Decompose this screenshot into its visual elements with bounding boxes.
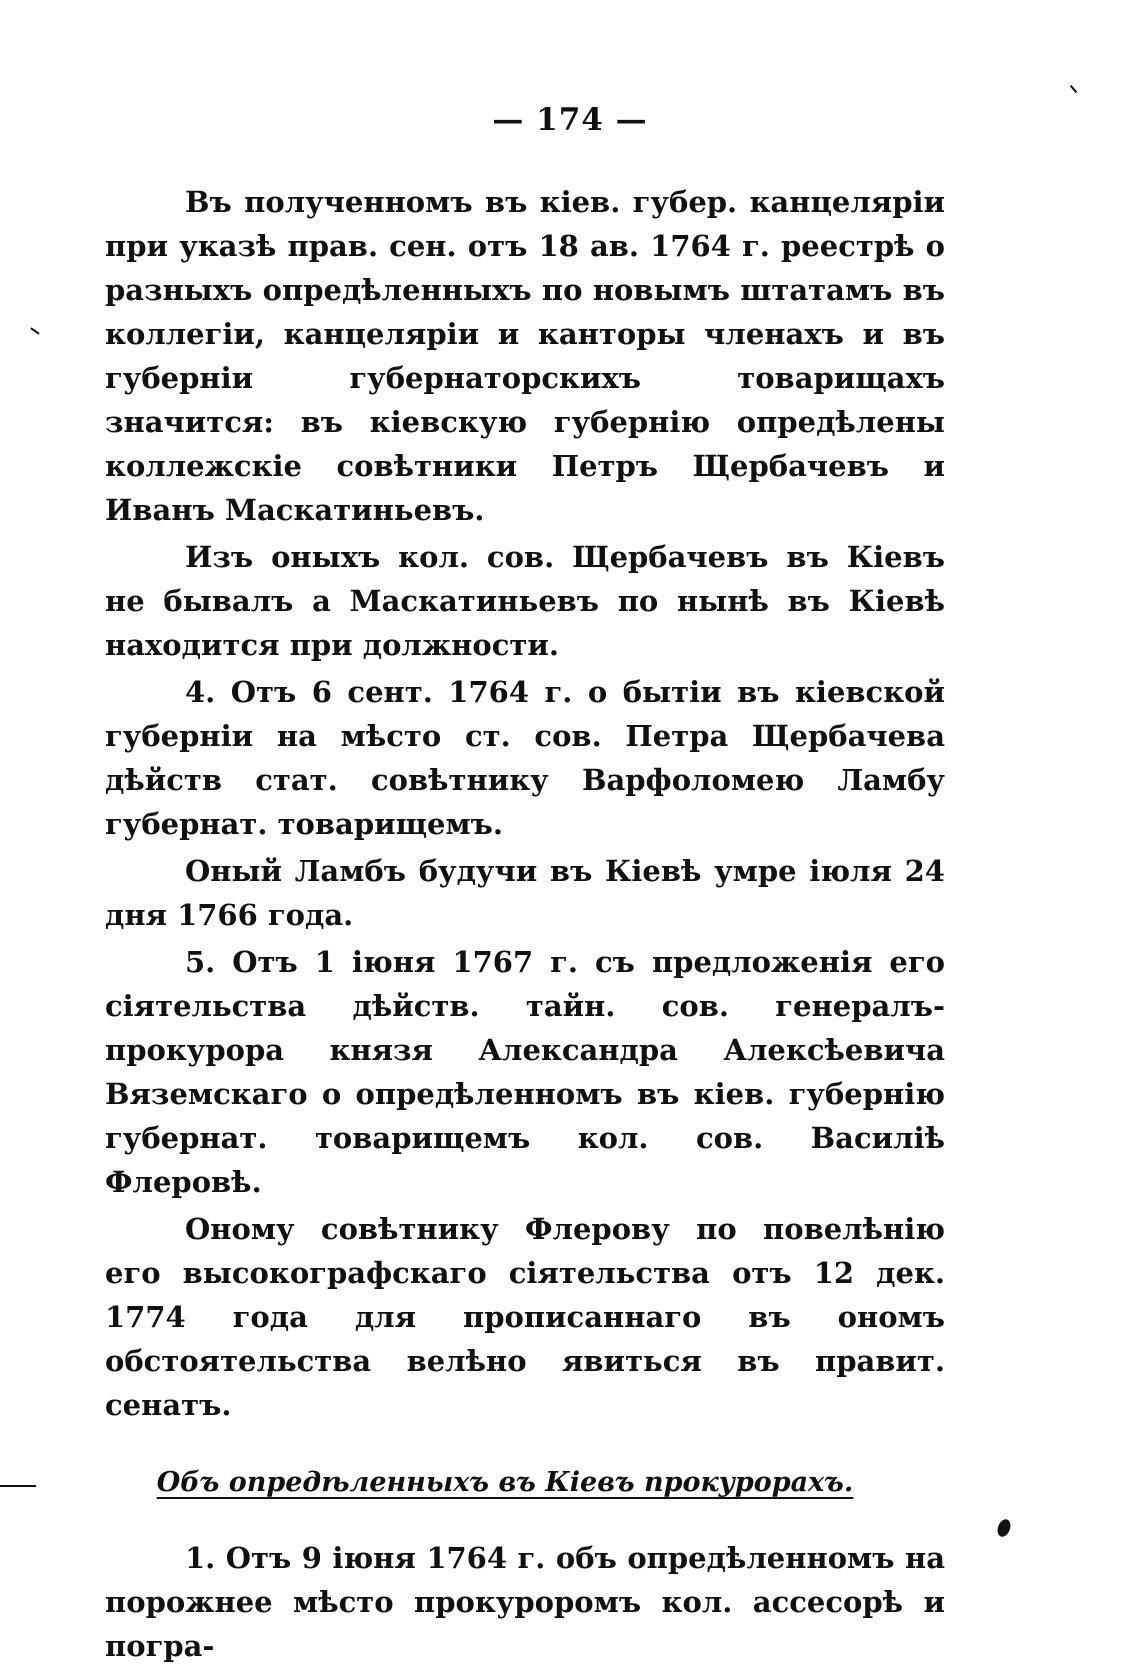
paragraph-lamb-death: Оный Ламбъ будучи въ Кіевѣ умре іюля 24 дня 1766 года. <box>105 854 945 932</box>
paragraph-flerov: Оному совѣтнику Флерову по повелѣнію его высокографскаго сіятельства отъ 12 дек. 1774 года для прописаннаго въ ономъ обстоятельства велѣно явиться въ правит. сенатъ. <box>105 1212 945 1422</box>
page-body <box>105 180 945 1668</box>
paragraph-item-4: 4. Отъ 6 сент. 1764 г. о бытіи въ кіевской губерніи на мѣсто ст. сов. Петра Щербачева дѣйств стат. совѣтнику Варфоломею Ламбу губернат. товарищемъ. <box>105 675 945 841</box>
margin-dash <box>0 1485 36 1487</box>
page-number: — 174 — <box>492 102 648 138</box>
margin-tick-left <box>30 327 39 334</box>
paragraph-item-5: 5. Отъ 1 іюня 1767 г. съ предложенія его сіятельства дѣйств. тайн. сов. генералъ-прокурора князя Александра Алексѣевича Вяземскаго о опредѣленномъ въ кіев. губернію губернат. товарищемъ кол. сов. Василіѣ Флеровѣ. <box>105 945 945 1199</box>
paragraph-shcherbachev: Изъ оныхъ кол. сов. Щербачевъ въ Кіевъ не бывалъ а Маскатиньевъ по нынѣ въ Кіевѣ находится при должности. <box>105 540 945 662</box>
paragraph-registry: Въ полученномъ въ кіев. губер. канцеляріи при указѣ прав. сен. отъ 18 ав. 1764 г. реестрѣ о разныхъ опредѣленныхъ по новымъ штатамъ въ коллегіи, канцеляріи и канторы членахъ и въ губерніи губернаторскихъ товарищахъ значится: въ кіевскую губернію опредѣлены коллежскіе совѣтники Петръ Щербачевъ и Иванъ Маскатиньевъ. <box>105 185 945 527</box>
section-heading: Объ опредѣленныхъ въ Кіевъ прокурорахъ. <box>156 1467 854 1498</box>
paragraph-prosecutors-item-1: 1. Отъ 9 іюня 1764 г. объ опредѣленномъ на порожнее мѣсто прокуроромъ кол. ассесорѣ и погра- <box>105 1541 945 1663</box>
margin-tick-right <box>1070 85 1077 93</box>
ink-blot <box>995 1517 1012 1538</box>
